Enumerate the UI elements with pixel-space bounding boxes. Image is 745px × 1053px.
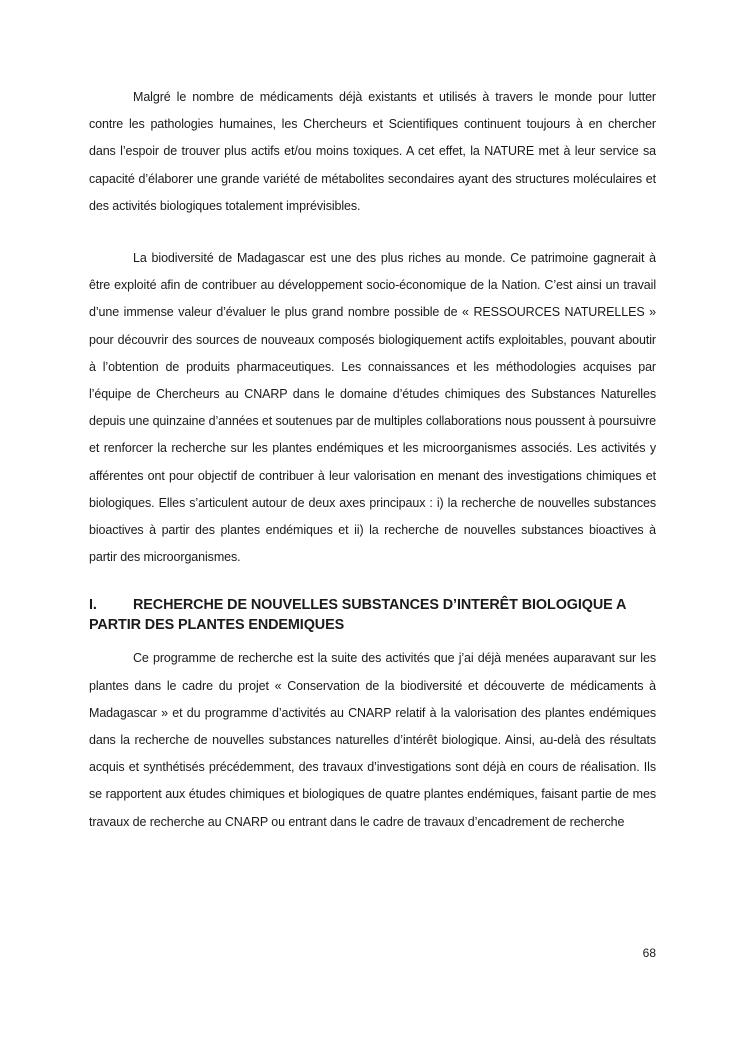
section-number: I. bbox=[89, 597, 97, 614]
paragraph-intro-1: Malgré le nombre de médicaments déjà existants et utilisés à travers le monde pour lutter contre les pathologies humaines, les Chercheurs et Scientifiques continuent toujours à en chercher dans l’espoir de trouver plus actifs et/ou moins toxiques. A cet effet, la NATURE met à leur service sa capacité d’élaborer une grande variété de métabolites secondaires ayant des structures moléculaires et des activités biologiques totalement imprévisibles. bbox=[89, 90, 656, 213]
page-body bbox=[89, 84, 656, 836]
paragraph-spacer bbox=[89, 220, 656, 245]
paragraph-intro-2: La biodiversité de Madagascar est une des plus riches au monde. Ce patrimoine gagnerait à être exploité afin de contribuer au développement socio-économique de la Nation. C’est ainsi un travail d’une immense valeur d’évaluer le plus grand nombre possible de « RESSOURCES NATURELLES » pour découvrir des sources de nouveaux composés biologiquement actifs exploitables, pouvant aboutir à l’obtention de produits pharmaceutiques. Les connaissances et les méthodologies acquises par l’équipe de Chercheurs au CNARP dans le domaine d’études chimiques des Substances Naturelles depuis une quinzaine d’années et soutenues par de multiples collaborations nous poussent à poursuivre et renforcer la recherche sur les plantes endémiques et les microorganismes associés. Les activités y afférentes ont pour objectif de contribuer à leur valorisation en menant des investigations chimiques et biologiques. Elles s’articulent autour de deux axes principaux : i) la recherche de nouvelles substances bioactives à partir des plantes endémiques et ii) la recherche de nouvelles substances bioactives à partir des microorganismes. bbox=[89, 251, 656, 565]
heading-spacer bbox=[89, 571, 656, 595]
section-title-line-2: PARTIR DES PLANTES ENDEMIQUES bbox=[89, 617, 345, 634]
page-number: 68 bbox=[642, 946, 656, 960]
section-heading bbox=[89, 595, 656, 635]
paragraph-section-1: Ce programme de recherche est la suite des activités que j’ai déjà menées auparavant sur les plantes dans le cadre du projet « Conservation de la biodiversité et découverte de médicaments à Madagascar » et du programme d’activités au CNARP relatif à la valorisation des plantes endémiques dans la recherche de nouvelles substances naturelles d’intérêt biologique. Ainsi, au-delà des résultats acquis et synthétisés précédemment, des travaux d’investigations sont déjà en cours de réalisation. Ils se rapportent aux études chimiques et biologiques de quatre plantes endémiques, faisant partie de mes travaux de recherche au CNARP ou entrant dans le cadre de travaux d’encadrement de recherche bbox=[89, 651, 656, 829]
heading-spacer-after bbox=[89, 635, 656, 645]
section-title-line-1: RECHERCHE DE NOUVELLES SUBSTANCES D’INTERÊT BIOLOGIQUE A bbox=[133, 597, 627, 614]
